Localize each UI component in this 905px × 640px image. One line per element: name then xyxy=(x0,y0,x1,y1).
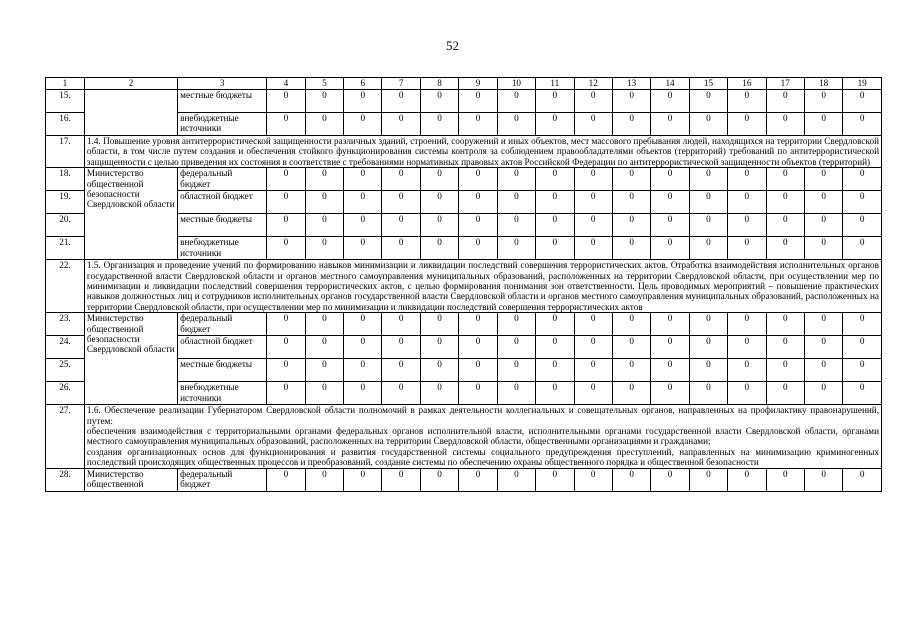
column-number-7: 7 xyxy=(382,78,420,90)
value-cell: 0 xyxy=(305,90,343,113)
value-cell: 0 xyxy=(536,359,574,382)
executor-cell: Министерство общественной xyxy=(84,468,177,491)
value-cell: 0 xyxy=(612,214,650,237)
task-row xyxy=(46,136,882,168)
value-cell: 0 xyxy=(536,168,574,191)
value-cell: 0 xyxy=(651,382,689,405)
executor-cell: Министерство общественной безопасности Свердловской области xyxy=(84,313,177,405)
value-cell: 0 xyxy=(689,168,727,191)
value-cell: 0 xyxy=(420,90,458,113)
value-cell: 0 xyxy=(728,313,766,336)
value-cell: 0 xyxy=(728,113,766,136)
value-cell: 0 xyxy=(843,336,882,359)
value-cell: 0 xyxy=(382,90,420,113)
value-cell: 0 xyxy=(728,359,766,382)
column-number-12: 12 xyxy=(574,78,612,90)
funding-source: внебюджетные источники xyxy=(178,237,267,260)
task-description-paragraph: создания организационных основ для функционирования и развития государственной системы социального предупреждения преступлений, направленных на минимизацию криминогенных последствий происходящих общественных процессов и преобразований, создание системы по обеспечению охраны общественного порядка и общественной безопасности xyxy=(86,446,879,468)
value-cell: 0 xyxy=(728,168,766,191)
value-cell: 0 xyxy=(382,313,420,336)
value-cell: 0 xyxy=(305,168,343,191)
task-description: 1.5. Организация и проведение учений по формированию навыков минимизации и ликвидации последствий совершения террористических актов. Отработка взаимодействия исполнительных органов государственной власти Свердловской области и органов местного самоуправления муниципальных образований, расположенных на территории Свердловской области, при осуществлении мер по минимизации и ликвидации последствий совершения террористических актов, с целью формирования понимания зон ответственности. Цель проводимых мероприятий – повышение практических навыков должностных лиц и сотрудников исполнительных органов государственной власти Свердловской области и органов местного самоуправления муниципальных образований, расположенных на территории Свердловской области, при осуществлении мер по минимизации и ликвидации последствий совершения террористических актов xyxy=(84,260,881,313)
value-cell: 0 xyxy=(497,359,535,382)
executor-cell: Министерство общественной безопасности Свердловской области xyxy=(84,168,177,260)
funding-row xyxy=(46,313,882,336)
value-cell: 0 xyxy=(344,313,382,336)
funding-source: областной бюджет xyxy=(178,336,267,359)
value-cell: 0 xyxy=(382,336,420,359)
value-cell: 0 xyxy=(459,468,497,491)
column-number-11: 11 xyxy=(536,78,574,90)
value-cell: 0 xyxy=(497,313,535,336)
value-cell: 0 xyxy=(497,168,535,191)
value-cell: 0 xyxy=(766,468,804,491)
value-cell: 0 xyxy=(612,468,650,491)
value-cell: 0 xyxy=(420,359,458,382)
value-cell: 0 xyxy=(344,382,382,405)
column-number-13: 13 xyxy=(612,78,650,90)
row-number: 23. xyxy=(46,313,85,336)
value-cell: 0 xyxy=(344,214,382,237)
value-cell: 0 xyxy=(766,90,804,113)
value-cell: 0 xyxy=(612,90,650,113)
value-cell: 0 xyxy=(728,237,766,260)
value-cell: 0 xyxy=(536,237,574,260)
funding-source: местные бюджеты xyxy=(178,214,267,237)
value-cell: 0 xyxy=(459,214,497,237)
funding-source: местные бюджеты xyxy=(178,90,267,113)
page-number: 52 xyxy=(446,38,459,53)
value-cell: 0 xyxy=(305,336,343,359)
value-cell: 0 xyxy=(651,113,689,136)
row-number: 20. xyxy=(46,214,85,237)
value-cell: 0 xyxy=(459,382,497,405)
value-cell: 0 xyxy=(728,468,766,491)
value-cell: 0 xyxy=(497,237,535,260)
value-cell: 0 xyxy=(267,359,305,382)
column-number-14: 14 xyxy=(651,78,689,90)
value-cell: 0 xyxy=(305,214,343,237)
value-cell: 0 xyxy=(344,191,382,214)
value-cell: 0 xyxy=(689,359,727,382)
value-cell: 0 xyxy=(382,214,420,237)
executor-cell xyxy=(84,90,177,136)
value-cell: 0 xyxy=(382,168,420,191)
value-cell: 0 xyxy=(459,191,497,214)
value-cell: 0 xyxy=(804,191,842,214)
value-cell: 0 xyxy=(267,113,305,136)
funding-source: внебюджетные источники xyxy=(178,113,267,136)
value-cell: 0 xyxy=(728,336,766,359)
value-cell: 0 xyxy=(651,336,689,359)
column-number-6: 6 xyxy=(344,78,382,90)
funding-source: федеральный бюджет xyxy=(178,468,267,491)
value-cell: 0 xyxy=(804,90,842,113)
value-cell: 0 xyxy=(267,214,305,237)
row-number: 18. xyxy=(46,168,85,191)
value-cell: 0 xyxy=(497,468,535,491)
value-cell: 0 xyxy=(382,468,420,491)
value-cell: 0 xyxy=(382,382,420,405)
value-cell: 0 xyxy=(305,468,343,491)
value-cell: 0 xyxy=(843,214,882,237)
value-cell: 0 xyxy=(305,237,343,260)
value-cell: 0 xyxy=(804,237,842,260)
value-cell: 0 xyxy=(804,168,842,191)
value-cell: 0 xyxy=(612,359,650,382)
value-cell: 0 xyxy=(267,336,305,359)
task-description-paragraph: 1.6. Обеспечение реализации Губернатором Свердловской области полномочий в рамках деятельности коллегиальных и совещательных органов, направленных на профилактику правонарушений, путем: xyxy=(86,405,879,426)
value-cell: 0 xyxy=(843,90,882,113)
value-cell: 0 xyxy=(574,113,612,136)
value-cell: 0 xyxy=(267,313,305,336)
column-number-8: 8 xyxy=(420,78,458,90)
value-cell: 0 xyxy=(843,237,882,260)
value-cell: 0 xyxy=(344,336,382,359)
value-cell: 0 xyxy=(382,113,420,136)
funding-row xyxy=(46,90,882,113)
funding-source: федеральный бюджет xyxy=(178,168,267,191)
value-cell: 0 xyxy=(344,468,382,491)
value-cell: 0 xyxy=(804,313,842,336)
column-number-2: 2 xyxy=(84,78,177,90)
value-cell: 0 xyxy=(267,191,305,214)
value-cell: 0 xyxy=(344,237,382,260)
value-cell: 0 xyxy=(267,382,305,405)
value-cell: 0 xyxy=(344,359,382,382)
value-cell: 0 xyxy=(497,113,535,136)
value-cell: 0 xyxy=(804,336,842,359)
row-number: 19. xyxy=(46,191,85,214)
row-number: 22. xyxy=(46,260,85,313)
value-cell: 0 xyxy=(766,359,804,382)
value-cell: 0 xyxy=(612,168,650,191)
value-cell: 0 xyxy=(382,191,420,214)
value-cell: 0 xyxy=(651,90,689,113)
value-cell: 0 xyxy=(689,468,727,491)
column-number-10: 10 xyxy=(497,78,535,90)
funding-row xyxy=(46,168,882,191)
value-cell: 0 xyxy=(804,214,842,237)
value-cell: 0 xyxy=(574,336,612,359)
column-number-3: 3 xyxy=(178,78,267,90)
value-cell: 0 xyxy=(305,191,343,214)
value-cell: 0 xyxy=(344,90,382,113)
value-cell: 0 xyxy=(536,336,574,359)
task-description-paragraph: обеспечения взаимодействия с территориальными органами федеральных органов исполнительной власти, исполнительными органами государственной власти Свердловской области, органами местного самоуправления муниципальных образований, расположенных на территории Свердловской области, общественными организациями и гражданами; xyxy=(86,426,879,447)
value-cell: 0 xyxy=(612,313,650,336)
funding-source: местные бюджеты xyxy=(178,359,267,382)
value-cell: 0 xyxy=(689,191,727,214)
value-cell: 0 xyxy=(728,214,766,237)
task-row xyxy=(46,260,882,313)
value-cell: 0 xyxy=(574,168,612,191)
value-cell: 0 xyxy=(766,168,804,191)
value-cell: 0 xyxy=(420,237,458,260)
value-cell: 0 xyxy=(267,468,305,491)
value-cell: 0 xyxy=(843,113,882,136)
table-body xyxy=(46,78,882,492)
value-cell: 0 xyxy=(574,191,612,214)
value-cell: 0 xyxy=(612,237,650,260)
value-cell: 0 xyxy=(382,359,420,382)
value-cell: 0 xyxy=(843,382,882,405)
column-number-1: 1 xyxy=(46,78,85,90)
value-cell: 0 xyxy=(420,468,458,491)
value-cell: 0 xyxy=(766,382,804,405)
task-row xyxy=(46,405,882,468)
value-cell: 0 xyxy=(420,313,458,336)
value-cell: 0 xyxy=(382,237,420,260)
value-cell: 0 xyxy=(843,168,882,191)
value-cell: 0 xyxy=(497,336,535,359)
value-cell: 0 xyxy=(267,168,305,191)
value-cell: 0 xyxy=(305,382,343,405)
value-cell: 0 xyxy=(574,382,612,405)
value-cell: 0 xyxy=(804,359,842,382)
value-cell: 0 xyxy=(651,191,689,214)
value-cell: 0 xyxy=(651,168,689,191)
row-number: 27. xyxy=(46,405,85,468)
value-cell: 0 xyxy=(689,113,727,136)
value-cell: 0 xyxy=(459,313,497,336)
value-cell: 0 xyxy=(459,237,497,260)
column-number-19: 19 xyxy=(843,78,882,90)
value-cell: 0 xyxy=(536,214,574,237)
funding-source: областной бюджет xyxy=(178,191,267,214)
value-cell: 0 xyxy=(459,359,497,382)
value-cell: 0 xyxy=(689,313,727,336)
value-cell: 0 xyxy=(420,168,458,191)
column-number-5: 5 xyxy=(305,78,343,90)
value-cell: 0 xyxy=(766,214,804,237)
column-number-15: 15 xyxy=(689,78,727,90)
value-cell: 0 xyxy=(843,359,882,382)
value-cell: 0 xyxy=(689,214,727,237)
value-cell: 0 xyxy=(420,382,458,405)
funding-source: внебюджетные источники xyxy=(178,382,267,405)
value-cell: 0 xyxy=(689,382,727,405)
task-description xyxy=(84,405,881,468)
value-cell: 0 xyxy=(689,237,727,260)
value-cell: 0 xyxy=(574,90,612,113)
value-cell: 0 xyxy=(344,113,382,136)
row-number: 26. xyxy=(46,382,85,405)
row-number: 15. xyxy=(46,90,85,113)
value-cell: 0 xyxy=(459,336,497,359)
funding-table xyxy=(45,77,882,492)
value-cell: 0 xyxy=(728,191,766,214)
column-number-16: 16 xyxy=(728,78,766,90)
value-cell: 0 xyxy=(536,382,574,405)
value-cell: 0 xyxy=(804,382,842,405)
value-cell: 0 xyxy=(766,191,804,214)
value-cell: 0 xyxy=(689,90,727,113)
funding-source: федеральный бюджет xyxy=(178,313,267,336)
value-cell: 0 xyxy=(766,313,804,336)
value-cell: 0 xyxy=(766,237,804,260)
value-cell: 0 xyxy=(612,336,650,359)
value-cell: 0 xyxy=(497,191,535,214)
value-cell: 0 xyxy=(612,191,650,214)
value-cell: 0 xyxy=(651,359,689,382)
value-cell: 0 xyxy=(651,468,689,491)
value-cell: 0 xyxy=(728,90,766,113)
value-cell: 0 xyxy=(497,214,535,237)
value-cell: 0 xyxy=(536,313,574,336)
column-number-9: 9 xyxy=(459,78,497,90)
row-number: 28. xyxy=(46,468,85,491)
value-cell: 0 xyxy=(612,382,650,405)
value-cell: 0 xyxy=(728,382,766,405)
value-cell: 0 xyxy=(651,313,689,336)
value-cell: 0 xyxy=(536,191,574,214)
value-cell: 0 xyxy=(804,468,842,491)
column-number-18: 18 xyxy=(804,78,842,90)
value-cell: 0 xyxy=(843,468,882,491)
value-cell: 0 xyxy=(612,113,650,136)
row-number: 16. xyxy=(46,113,85,136)
value-cell: 0 xyxy=(344,168,382,191)
row-number: 17. xyxy=(46,136,85,168)
value-cell: 0 xyxy=(420,336,458,359)
value-cell: 0 xyxy=(536,468,574,491)
value-cell: 0 xyxy=(651,214,689,237)
value-cell: 0 xyxy=(305,113,343,136)
value-cell: 0 xyxy=(420,113,458,136)
task-description: 1.4. Повышение уровня антитеррористической защищенности различных зданий, строений, сооружений и иных объектов, мест массового пребывания людей, находящихся на территории Свердловской области, в том числе путем создания и обеспечения стойкого функционирования системы контроля за соблюдением правообладателями объектов (территорий) требований по антитеррористической защищенности с целью приведения их состояния в соответствие с требованиями нормативных правовых актов Российской Федерации по антитеррористической защищенности объектов (территорий) xyxy=(84,136,881,168)
value-cell: 0 xyxy=(497,90,535,113)
value-cell: 0 xyxy=(574,214,612,237)
value-cell: 0 xyxy=(459,113,497,136)
row-number: 24. xyxy=(46,336,85,359)
value-cell: 0 xyxy=(651,237,689,260)
value-cell: 0 xyxy=(843,191,882,214)
value-cell: 0 xyxy=(459,168,497,191)
value-cell: 0 xyxy=(766,336,804,359)
value-cell: 0 xyxy=(536,113,574,136)
value-cell: 0 xyxy=(574,359,612,382)
column-number-17: 17 xyxy=(766,78,804,90)
value-cell: 0 xyxy=(536,90,574,113)
value-cell: 0 xyxy=(689,336,727,359)
column-number-4: 4 xyxy=(267,78,305,90)
value-cell: 0 xyxy=(420,214,458,237)
value-cell: 0 xyxy=(574,237,612,260)
value-cell: 0 xyxy=(459,90,497,113)
value-cell: 0 xyxy=(305,313,343,336)
column-numbers-row xyxy=(46,78,882,90)
value-cell: 0 xyxy=(574,468,612,491)
value-cell: 0 xyxy=(267,90,305,113)
value-cell: 0 xyxy=(843,313,882,336)
row-number: 21. xyxy=(46,237,85,260)
funding-row xyxy=(46,468,882,491)
value-cell: 0 xyxy=(305,359,343,382)
row-number: 25. xyxy=(46,359,85,382)
value-cell: 0 xyxy=(766,113,804,136)
value-cell: 0 xyxy=(267,237,305,260)
value-cell: 0 xyxy=(497,382,535,405)
value-cell: 0 xyxy=(420,191,458,214)
value-cell: 0 xyxy=(574,313,612,336)
value-cell: 0 xyxy=(804,113,842,136)
